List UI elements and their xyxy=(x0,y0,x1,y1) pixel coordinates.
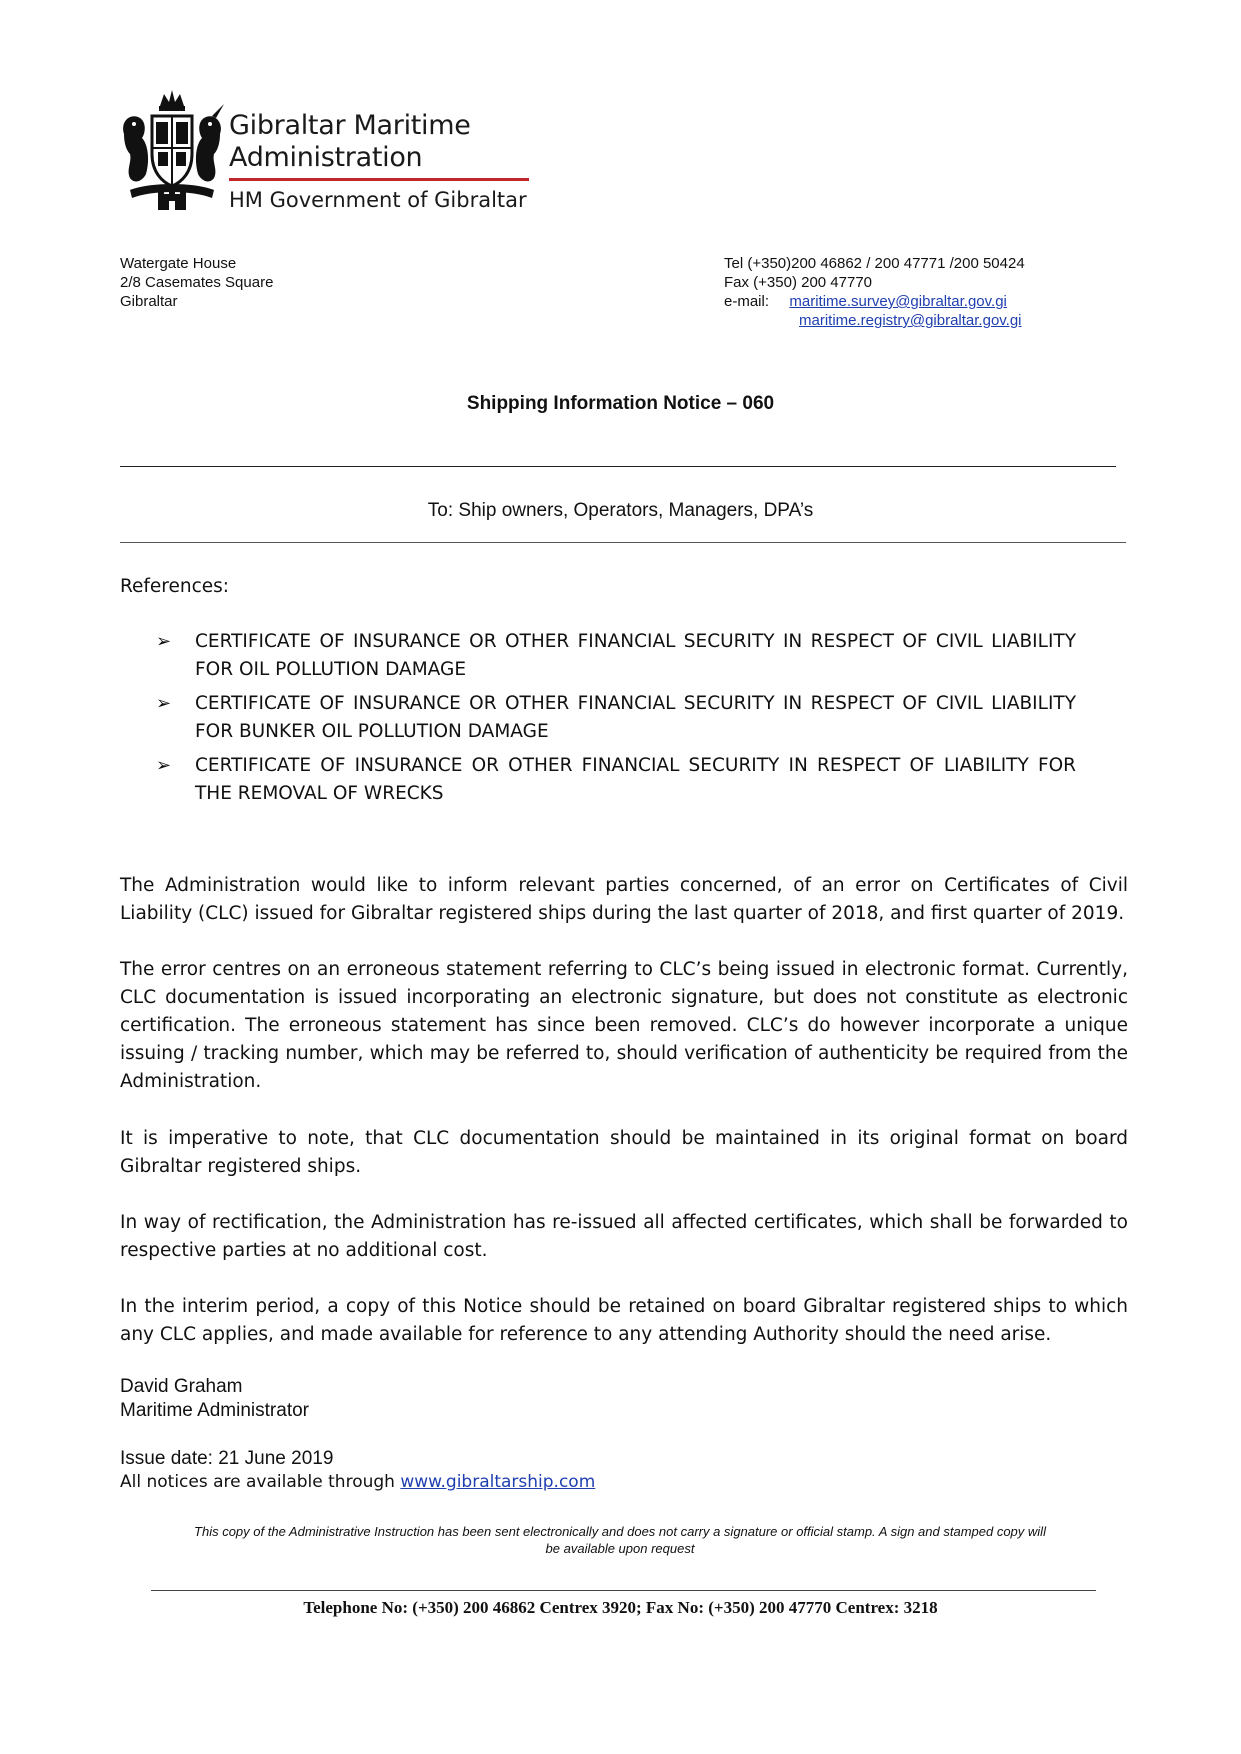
notice-title: Shipping Information Notice – 060 xyxy=(466,393,775,414)
org-name-line2: Administration xyxy=(229,142,423,173)
arrow-bullet-icon: ➢ xyxy=(156,631,172,652)
reference-text: CERTIFICATE OF INSURANCE OR OTHER FINANCIAL SECURITY IN RESPECT OF LIABILITY FOR THE REMOVAL OF WRECKS xyxy=(195,755,1076,804)
website-link[interactable]: www.gibraltarship.com xyxy=(400,1472,596,1492)
address-line: 2/8 Casemates Square xyxy=(120,274,274,291)
body-paragraph: In the interim period, a copy of this Notice should be retained on board Gibraltar registered ships to which any CLC applies, and made available for reference to any attending Authority should the need arise. xyxy=(120,1296,1128,1345)
footer-divider xyxy=(151,1590,1096,1591)
footer-telephone: Telephone No: (+350) 200 46862 Centrex 3920; Fax No: (+350) 200 47770 Centrex: 3218 xyxy=(303,1598,938,1617)
issue-date: Issue date: 21 June 2019 xyxy=(120,1448,334,1469)
recipients-line: To: Ship owners, Operators, Managers, DPA’s xyxy=(427,500,814,521)
arrow-bullet-icon: ➢ xyxy=(156,693,172,714)
contact-fax: Fax (+350) 200 47770 xyxy=(724,274,873,291)
address-line: Watergate House xyxy=(120,255,237,272)
reference-text: CERTIFICATE OF INSURANCE OR OTHER FINANCIAL SECURITY IN RESPECT OF CIVIL LIABILITY FOR OIL POLLUTION DAMAGE xyxy=(195,631,1076,680)
contact-email-row xyxy=(724,292,1025,311)
body-paragraph: The error centres on an erroneous statement referring to CLC’s being issued in electronic format. Currently, CLC documentation is issued incorporating an electronic signature, but does not constitute as electronic certification. The erroneous statement has since been removed. CLC’s do however incorporate a unique issuing / tracking number, which may be referred to, should verification of authenticity be required from the Administration. xyxy=(120,959,1128,1092)
list-item xyxy=(156,628,1076,684)
body-paragraph: The Administration would like to inform relevant parties concerned, of an error on Certificates of Civil Liability (CLC) issued for Gibraltar registered ships during the last quarter of 2018, and first quarter of 2019. xyxy=(120,875,1128,924)
availability-text: All notices are available through xyxy=(120,1472,401,1492)
contact-email-row xyxy=(724,311,1025,330)
disclaimer-note: This copy of the Administrative Instruction has been sent electronically and does not carry a signature or official stamp. A sign and stamped copy will be available upon request xyxy=(194,1524,1046,1556)
address-line: Gibraltar xyxy=(120,293,178,310)
body-paragraph: It is imperative to note, that CLC documentation should be maintained in its original format on board Gibraltar registered ships. xyxy=(120,1128,1128,1177)
references-heading: References: xyxy=(120,576,230,597)
email-link-registry[interactable]: maritime.registry@gibraltar.gov.gi xyxy=(799,312,1022,329)
arrow-bullet-icon: ➢ xyxy=(156,755,172,776)
list-item xyxy=(156,690,1076,746)
references-list xyxy=(156,628,1076,814)
email-link-survey[interactable]: maritime.survey@gibraltar.gov.gi xyxy=(789,293,1007,310)
contact-block xyxy=(724,254,1025,330)
coat-of-arms-logo xyxy=(116,86,228,214)
contact-tel: Tel (+350)200 46862 / 200 47771 /200 50424 xyxy=(724,255,1025,272)
org-government-line: HM Government of Gibraltar xyxy=(229,188,527,212)
list-item xyxy=(156,752,1076,808)
email-label: e-mail: xyxy=(724,293,770,310)
letterhead-divider xyxy=(229,178,529,181)
recipients-divider xyxy=(120,542,1126,543)
title-divider xyxy=(120,466,1116,467)
availability-line xyxy=(120,1472,595,1492)
signatory-role: Maritime Administrator xyxy=(120,1400,309,1421)
reference-text: CERTIFICATE OF INSURANCE OR OTHER FINANCIAL SECURITY IN RESPECT OF CIVIL LIABILITY FOR BUNKER OIL POLLUTION DAMAGE xyxy=(195,693,1076,742)
address-block xyxy=(120,254,273,311)
org-name-line1: Gibraltar Maritime xyxy=(229,110,471,141)
signatory-name: David Graham xyxy=(120,1376,243,1397)
body-paragraph: In way of rectification, the Administration has re-issued all affected certificates, which shall be forwarded to respective parties at no additional cost. xyxy=(120,1212,1128,1261)
